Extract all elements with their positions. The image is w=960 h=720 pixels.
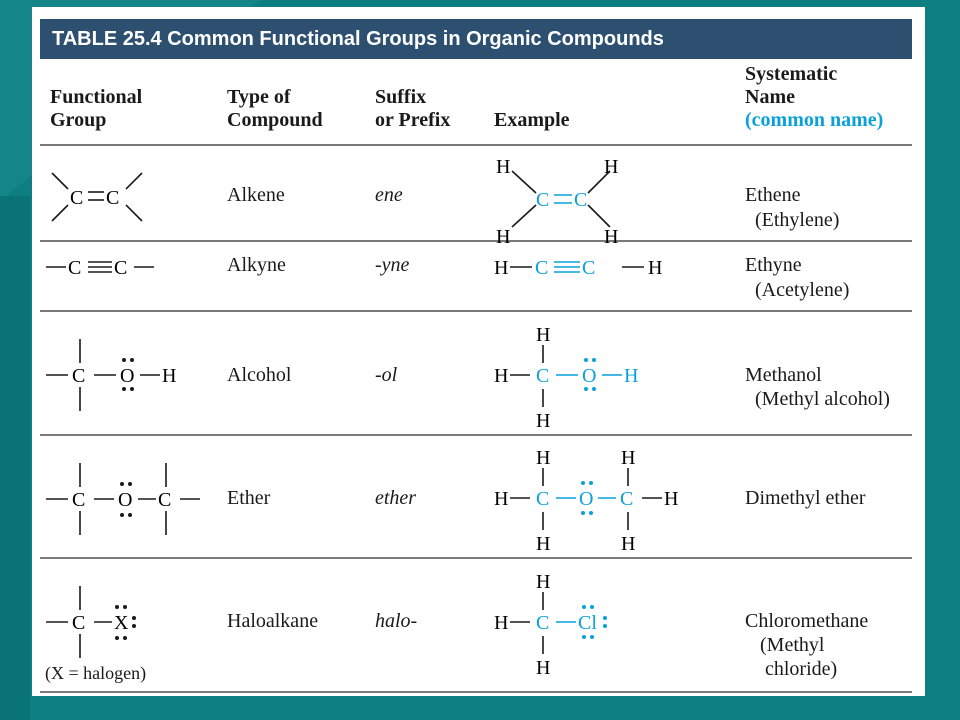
atom-label: H [648,257,663,279]
row-suffix: -ol [375,364,398,386]
atom-label: C [68,257,82,279]
atom-label: C [106,187,120,209]
row-divider [40,310,912,312]
row-systematic-name: Chloromethane [745,610,869,632]
atom-label: H [621,533,636,555]
atom-label: H [162,365,177,387]
methanol-example-structure [492,317,682,432]
atom-label: C [536,189,550,211]
row-type: Haloalkane [227,610,319,632]
atom-label: H [536,533,551,555]
atom-label: Cl [578,612,597,634]
row-common-name: (Methyl alcohol) [755,388,890,410]
atom-label: H [664,488,679,510]
atom-label: C [114,257,128,279]
row-systematic-name: Ethene [745,184,801,206]
alkyne-functional-group-structure [44,251,184,281]
atom-label: C [536,365,550,387]
row-type: Ether [227,487,271,509]
header-suffix [375,86,450,132]
alcohol-functional-group-structure [44,335,194,415]
row-type: Alkene [227,184,285,206]
atom-label: H [536,410,551,432]
row-systematic-name: Ethyne [745,254,802,276]
atom-label: H [624,365,639,387]
atom-label: O [118,489,133,511]
header-line: Group [50,109,107,131]
row-suffix: ene [375,184,403,206]
row-common-name-line2: chloride) [765,658,838,680]
ethyne-example-structure [492,251,672,281]
halogen-note: (X = halogen) [45,663,147,683]
table-title: TABLE 25.4 Common Functional Groups in Organic Compounds [40,19,912,59]
ethene-example-structure [492,149,642,248]
atom-label: C [72,489,86,511]
atom-label: H [494,488,509,510]
header-line: Systematic [745,63,838,85]
atom-label: H [494,365,509,387]
header-line: Functional [50,86,143,108]
atom-label: H [536,324,551,346]
atom-label: C [70,187,84,209]
atom-label: H [496,156,511,178]
row-common-name: (Ethylene) [755,209,840,231]
header-line: or Prefix [375,109,451,131]
header-example: Example [494,109,570,131]
atom-label: H [536,571,551,593]
atom-label: O [579,488,594,510]
row-divider [40,240,912,242]
atom-label: O [582,365,597,387]
atom-label: H [494,612,509,634]
header-line: Name [745,86,795,108]
row-common-name: (Acetylene) [755,279,850,301]
atom-label: C [72,612,86,634]
row-common-name-line1: (Methyl [760,634,825,656]
atom-label: H [621,447,636,469]
header-line: Type of [227,86,291,108]
atom-label: C [536,612,550,634]
atom-label: X [114,612,129,634]
atom-label: H [536,657,551,679]
header-line: Suffix [375,86,427,108]
atom-label: C [582,257,596,279]
row-suffix: halo- [375,610,418,632]
atom-label: H [494,257,509,279]
chloromethane-example-structure [492,564,662,679]
atom-label: H [536,447,551,469]
atom-label: H [604,226,619,248]
atom-label: C [574,189,588,211]
header-type [227,86,323,132]
atom-label: C [536,488,550,510]
header-common-name: (common name) [745,109,884,131]
atom-label: C [72,365,86,387]
dimethyl-ether-example-structure [492,440,692,555]
row-suffix: -yne [375,254,410,276]
haloalkane-functional-group-structure [44,582,174,662]
atom-label: C [158,489,172,511]
atom-label: C [535,257,549,279]
row-systematic-name: Methanol [745,364,822,386]
row-divider [40,144,912,146]
row-divider [40,691,912,693]
ether-functional-group-structure [44,459,224,539]
alkene-functional-group-structure [44,167,154,227]
header-functional-group [50,86,142,132]
row-suffix: ether [375,487,417,509]
table-card [32,7,925,696]
atom-label: C [620,488,634,510]
atom-label: H [604,156,619,178]
atom-label: O [120,365,135,387]
row-type: Alkyne [227,254,286,276]
row-systematic-name: Dimethyl ether [745,487,866,509]
header-systematic [745,63,883,132]
header-line: Compound [227,109,323,131]
atom-label: H [496,226,511,248]
background-accent-bar [0,196,30,720]
row-type: Alcohol [227,364,292,386]
row-divider [40,434,912,436]
row-divider [40,557,912,559]
